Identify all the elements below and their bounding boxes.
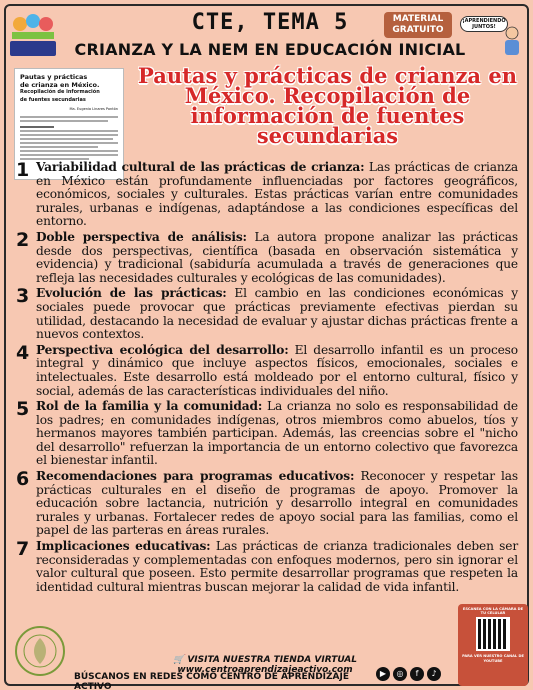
thumb-section-bar	[20, 126, 54, 128]
qr-caption: ESCANEA CON LA CÁMARA DE TU CELULAR	[462, 607, 524, 616]
social-text: BÚSCANOS EN REDES COMO CENTRO DE APRENDIZAJE ACTIVO	[74, 672, 350, 690]
social-icons	[376, 667, 441, 681]
point-body: El desarrollo infantil es un proceso integral y dinámico que incluye aspectos físicos, emocionales, sociales e intelectuales. Este desarrollo está moldeado por el entorno cultural, físico y social, además de las características individuales del niño.	[36, 342, 518, 398]
point-heading: Evolución de las prácticas:	[36, 286, 227, 301]
qr-caption-2: PARA VER NUESTRO CANAL DE YOUTUBE	[462, 654, 524, 663]
badge-line-1: MATERIAL	[392, 14, 444, 24]
point-text	[36, 287, 518, 341]
speech-bubble: ¡APRENDIENDO JUNTOS!	[460, 16, 508, 32]
list-item	[16, 470, 518, 538]
instagram-icon[interactable]: ◎	[393, 667, 407, 681]
point-number: 4	[16, 341, 30, 364]
cart-icon: 🛒	[173, 655, 188, 665]
badge-line-2: GRATUITO	[392, 25, 444, 35]
point-body: Las prácticas de crianza en México están profundamente influenciadas por factores geográficos, económicos, sociales y culturales. Estas prácticas varían entre comunidades rurales, urbanas e indígenas, adaptándose a las condiciones específicas del entorno.	[36, 160, 518, 229]
document-title: Pautas y prácticas de crianza en México. Recopilación de información de fuentes secundarias	[138, 63, 517, 148]
list-item	[16, 161, 518, 229]
qr-panel	[458, 604, 528, 686]
point-text	[36, 344, 518, 398]
thumbnail-title	[20, 74, 118, 104]
point-heading: Perspectiva ecológica del desarrollo:	[36, 342, 289, 357]
point-body: La autora propone analizar las prácticas desde dos perspectivas, científica (basada en observación sistemática y evidencia) y tradicional (sabiduría acumulada a través de generaciones que refleja las necesidades culturales y ecológicas de las comunidades).	[36, 229, 518, 285]
footer-seal-logo	[10, 624, 70, 678]
mascot-badge	[460, 12, 522, 56]
point-heading: Implicaciones educativas:	[36, 539, 211, 554]
key-points-list	[16, 161, 518, 596]
list-item	[16, 341, 518, 398]
point-body: Reconocer y respetar las prácticas culturales en el diseño de programas de apoyo. Promover la educación sobre lactancia, nutrición y desarrollo integral en comunidades rurales y urbanas. Fortalecer redes de apoyo social para las familias, como el papel de las parteras en áreas rurales.	[36, 469, 518, 538]
point-text	[36, 470, 518, 538]
point-number: 2	[16, 228, 30, 251]
point-body: El cambio en las condiciones económicas y sociales puede provocar que prácticas previamente efectivas pierdan su utilidad, destacando la necesidad de evaluar y ajustar dichas prácticas frente a nuevos contextos.	[36, 286, 518, 342]
point-text	[36, 231, 518, 285]
thumb-title-line: de crianza en México.	[20, 80, 100, 89]
point-body: La crianza no solo es responsabilidad de los padres; en comunidades indígenas, otros miembros como abuelos, tíos y hermanos mayores también participan. Además, las creencias sobre el "nicho del desarrollo" refuerzan la importancia de un entorno colectivo que favorezca el bienestar infantil.	[36, 399, 518, 468]
point-number: 3	[16, 285, 30, 308]
point-number: 6	[16, 468, 30, 491]
thumbnail-author: Ma. Eugenia Linares Pontón	[69, 107, 118, 111]
thumb-title-line: Pautas y prácticas	[20, 73, 88, 81]
point-number: 7	[16, 538, 30, 561]
point-number: 1	[16, 159, 30, 181]
qr-code-icon[interactable]	[476, 617, 510, 651]
thumb-title-line: Recopilación de información	[20, 89, 100, 95]
teacher-icon	[502, 26, 522, 56]
point-heading: Recomendaciones para programas educativos:	[36, 469, 355, 484]
tiktok-icon[interactable]: ♪	[427, 667, 441, 681]
list-item	[16, 540, 518, 594]
list-item	[16, 287, 518, 341]
point-number: 5	[16, 398, 30, 421]
thumb-title-line: de fuentes secundarias	[20, 96, 86, 103]
point-text	[36, 540, 518, 594]
point-body: Las prácticas de crianza tradicionales deben ser reconsideradas y complementadas con enfoques modernos, pero sin ignorar el valor cultural que poseen. Esto permite desarrollar programas que respeten la identidad cultural mientras buscan mejorar la calidad de vida infantil.	[36, 539, 519, 594]
point-heading: Variabilidad cultural de las prácticas de crianza:	[36, 160, 365, 174]
store-text: VISITA NUESTRA TIENDA VIRTUAL www.centroaprendizajeactivo.com	[177, 655, 357, 675]
youtube-icon[interactable]: ▶	[376, 667, 390, 681]
facebook-icon[interactable]: f	[410, 667, 424, 681]
point-text	[36, 400, 518, 468]
list-item	[16, 228, 518, 285]
point-heading: Rol de la familia y la comunidad:	[36, 399, 263, 414]
point-heading: Doble perspectiva de análisis:	[36, 229, 247, 244]
page-subtitle: CRIANZA Y LA NEM EN EDUCACIÓN INICIAL	[74, 40, 466, 59]
list-item	[16, 400, 518, 468]
free-material-badge	[384, 12, 452, 38]
ceaa-logo	[8, 12, 58, 58]
point-text	[36, 161, 518, 229]
thumbnail-text-lines	[20, 116, 118, 160]
page-title: CTE, TEMA 5	[191, 10, 349, 35]
